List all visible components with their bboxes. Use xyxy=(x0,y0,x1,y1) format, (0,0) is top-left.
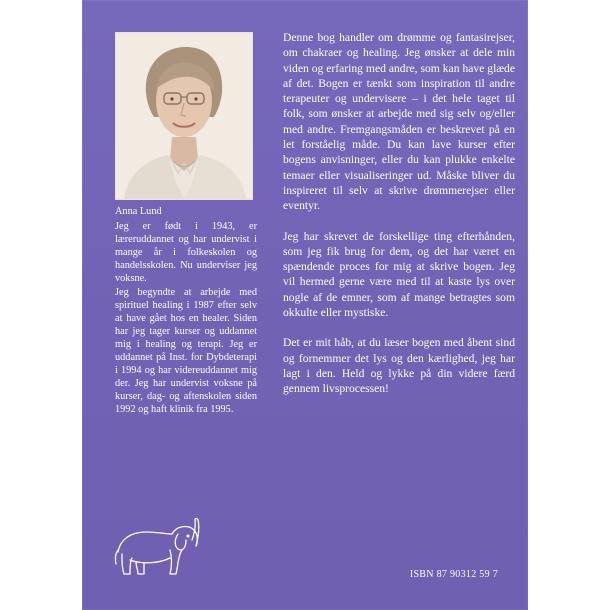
author-name: Anna Lund xyxy=(115,206,162,217)
author-bio-paragraph: Jeg er født i 1943, er læreruddannet og har undervist i mange år i folkeskolen og handelsskolen. Nu underviser jeg voksne. xyxy=(115,221,257,285)
elephant-logo-icon xyxy=(112,512,206,582)
author-bio xyxy=(115,205,257,417)
description-paragraph: Denne bog handler om drømme og fantasirejser, om chakraer og healing. Jeg ønsker at dele min viden og erfaring med andre, som kan have glæde af det. Bogen er tænkt som inspiration til andre terapeuter og undervisere – i det hele taget til folk, som ønsker at arbejde med sig selv og/eller med andre. Fremgangsmåden er beskrevet på en let forståelig måde. Du kan lave kurser efter bogens anvisninger, eller du kan plukke enkelte temaer eller visualiseringer ud. Måske bliver du inspireret til selv at skrive drømmerejser eller eventyr. xyxy=(283,31,515,213)
description-paragraph: Det er mit håb, at du læser bogen med åbent sind og fornemmer det lys og den kærlighed, jeg har lagt i den. Held og lykke på din videre færd gennem livsprocessen! xyxy=(283,336,515,396)
author-bio-paragraph: Jeg begyndte at arbejde med spirituel healing i 1987 efter selv at have gået hos en healer. Siden har jeg tager kurser og uddannet mig i healing og terapi. Jeg er uddannet på Inst. for Dybdeterapi i 1994 og har videreuddannet mig der. Jeg har undervist voksne på kurser, dag- og aftenskolen siden 1992 og haft klinik fra 1995. xyxy=(115,286,257,416)
book-back-cover xyxy=(82,0,528,610)
author-photo xyxy=(115,32,253,200)
book-description xyxy=(283,30,515,412)
isbn-number: ISBN 87 90312 59 7 xyxy=(409,569,498,580)
description-paragraph: Jeg har skrevet de forskellige ting efterhånden, som jeg fik brug for dem, og det har været en spændende proces for mig at skrive bogen. Jeg vil hermed gerne være med til at kaste lys over nogle af de emner, som af mange betragtes som okkulte eller mystiske. xyxy=(283,229,515,320)
